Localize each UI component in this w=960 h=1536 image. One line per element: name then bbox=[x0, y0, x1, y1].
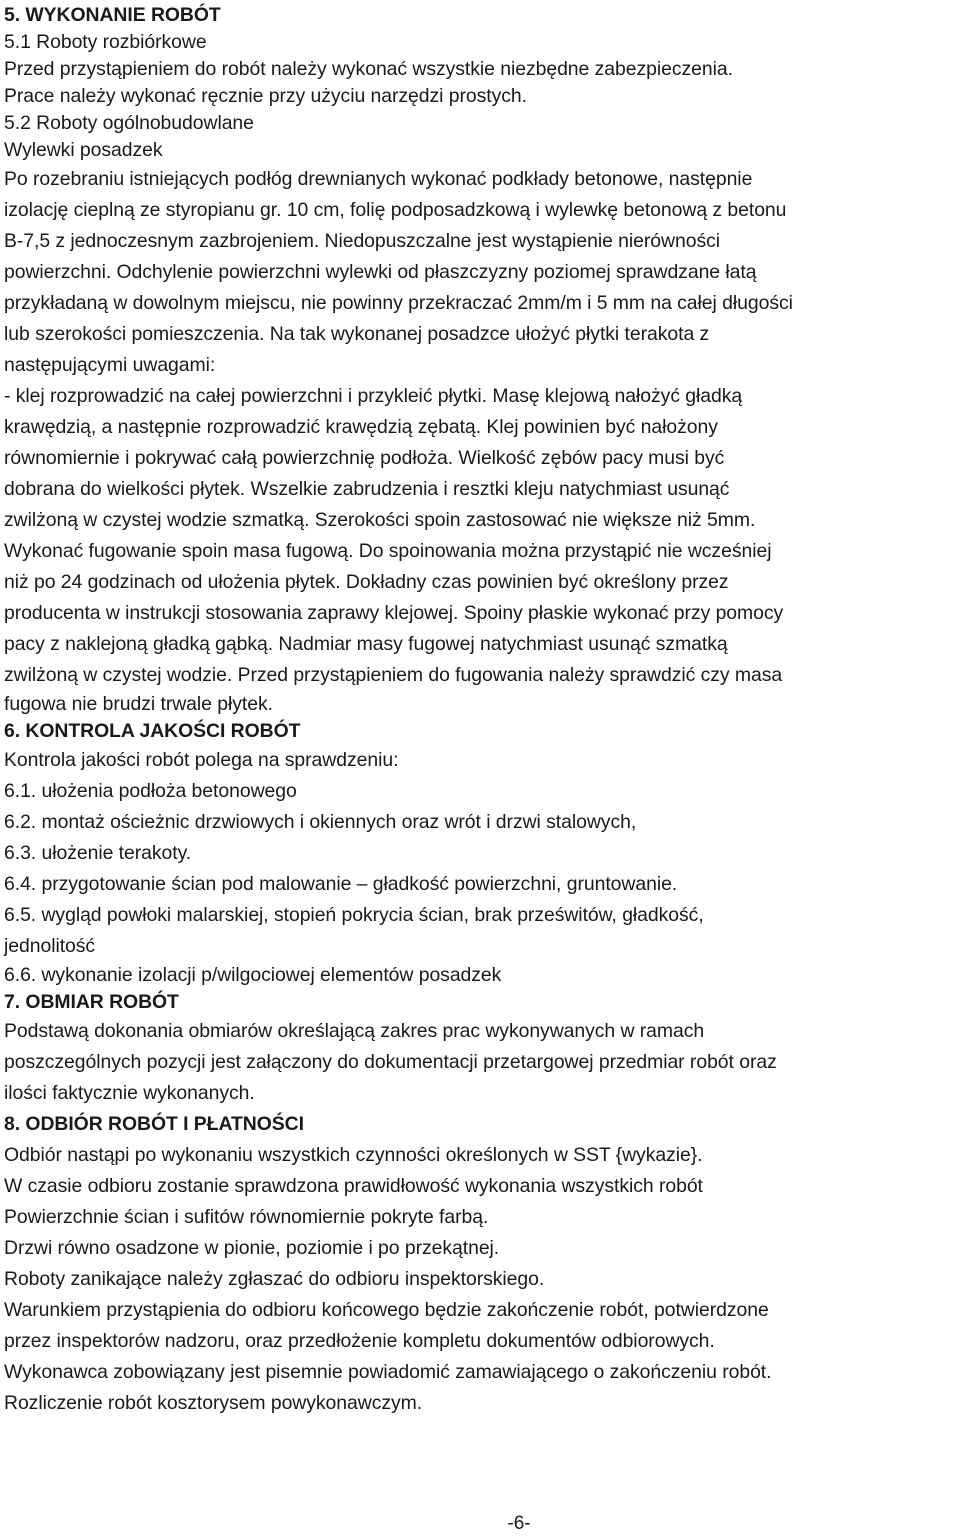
paragraph-heading: Wylewki posadzek bbox=[4, 139, 163, 161]
document-page bbox=[4, 2, 956, 1419]
paragraph-line: Wykonawca zobowiązany jest pisemnie powiadomić zamawiającego o zakończeniu robót. bbox=[4, 1361, 772, 1383]
paragraph-line: Warunkiem przystąpienia do odbioru końcowego będzie zakończenie robót, potwierdzone bbox=[4, 1299, 769, 1321]
paragraph-line: producenta w instrukcji stosowania zaprawy klejowej. Spoiny płaskie wykonać przy pomocy bbox=[4, 602, 784, 624]
paragraph-line: przez inspektorów nadzoru, oraz przedłożenie kompletu dokumentów odbiorowych. bbox=[4, 1330, 715, 1352]
list-item: 6.1. ułożenia podłoża betonowego bbox=[4, 780, 297, 802]
paragraph-line: Prace należy wykonać ręcznie przy użyciu narzędzi prostych. bbox=[4, 85, 527, 107]
section-heading-7: 7. OBMIAR ROBÓT bbox=[4, 991, 179, 1013]
paragraph-line: Kontrola jakości robót polega na sprawdzeniu: bbox=[4, 749, 399, 771]
list-item: 6.4. przygotowanie ścian pod malowanie – gładkość powierzchni, gruntowanie. bbox=[4, 873, 678, 895]
paragraph-line: ilości faktycznie wykonanych. bbox=[4, 1082, 255, 1104]
list-item: 6.3. ułożenie terakoty. bbox=[4, 842, 192, 864]
paragraph-line: niż po 24 godzinach od ułożenia płytek. Dokładny czas powinien być określony przez bbox=[4, 571, 729, 593]
paragraph-line: B-7,5 z jednoczesnym zazbrojeniem. Niedopuszczalne jest wystąpienie nierówności bbox=[4, 230, 721, 252]
paragraph-line: następującymi uwagami: bbox=[4, 354, 216, 376]
subsection-heading-5-2: 5.2 Roboty ogólnobudowlane bbox=[4, 112, 254, 134]
paragraph-line: zwilżoną w czystej wodzie. Przed przystąpieniem do fugowania należy sprawdzić czy masa bbox=[4, 664, 783, 686]
paragraph-line: Roboty zanikające należy zgłaszać do odbioru inspektorskiego. bbox=[4, 1268, 545, 1290]
page-number: -6- bbox=[507, 1513, 531, 1534]
list-item: 6.6. wykonanie izolacji p/wilgociowej elementów posadzek bbox=[4, 964, 502, 986]
section-heading-8: 8. ODBIÓR ROBÓT I PŁATNOŚCI bbox=[4, 1113, 304, 1135]
paragraph-line: zwilżoną w czystej wodzie szmatką. Szerokości spoin zastosować nie większe niż 5mm. bbox=[4, 509, 756, 531]
paragraph-line: krawędzią, a następnie rozprowadzić krawędzią zębatą. Klej powinien być nałożony bbox=[4, 416, 718, 438]
paragraph-line: dobrana do wielkości płytek. Wszelkie zabrudzenia i resztki kleju natychmiast usunąć bbox=[4, 478, 730, 500]
paragraph-line: Odbiór nastąpi po wykonaniu wszystkich czynności określonych w SST {wykazie}. bbox=[4, 1144, 703, 1166]
paragraph-line: poszczególnych pozycji jest załączony do dokumentacji przetargowej przedmiar robót oraz bbox=[4, 1051, 777, 1073]
paragraph-line: Powierzchnie ścian i sufitów równomiernie pokryte farbą. bbox=[4, 1206, 489, 1228]
paragraph-line: Przed przystąpieniem do robót należy wykonać wszystkie niezbędne zabezpieczenia. bbox=[4, 58, 733, 80]
list-item-continuation: jednolitość bbox=[4, 935, 96, 957]
paragraph-line: izolację cieplną ze styropianu gr. 10 cm, folię podposadzkową i wylewkę betonową z betonu bbox=[4, 199, 787, 221]
subsection-heading-5-1: 5.1 Roboty rozbiórkowe bbox=[4, 31, 207, 53]
paragraph-line: Po rozebraniu istniejących podłóg drewnianych wykonać podkłady betonowe, następnie bbox=[4, 168, 753, 190]
list-item: 6.5. wygląd powłoki malarskiej, stopień pokrycia ścian, brak prześwitów, gładkość, bbox=[4, 904, 704, 926]
paragraph-line: W czasie odbioru zostanie sprawdzona prawidłowość wykonania wszystkich robót bbox=[4, 1175, 703, 1197]
paragraph-line: powierzchni. Odchylenie powierzchni wylewki od płaszczyzny poziomej sprawdzane łatą bbox=[4, 261, 757, 283]
paragraph-line: pacy z naklejoną gładką gąbką. Nadmiar masy fugowej natychmiast usunąć szmatką bbox=[4, 633, 728, 655]
paragraph-line: Rozliczenie robót kosztorysem powykonawczym. bbox=[4, 1392, 423, 1414]
section-heading-5: 5. WYKONANIE ROBÓT bbox=[4, 4, 221, 26]
paragraph-line: Drzwi równo osadzone w pionie, poziomie i po przekątnej. bbox=[4, 1237, 500, 1259]
paragraph-line: przykładaną w dowolnym miejscu, nie powinny przekraczać 2mm/m i 5 mm na całej długości bbox=[4, 292, 793, 314]
paragraph-line: lub szerokości pomieszczenia. Na tak wykonanej posadzce ułożyć płytki terakota z bbox=[4, 323, 710, 345]
paragraph-line: Wykonać fugowanie spoin masa fugową. Do spoinowania można przystąpić nie wcześniej bbox=[4, 540, 772, 562]
paragraph-line: - klej rozprowadzić na całej powierzchni i przykleić płytki. Masę klejową nałożyć gładką bbox=[4, 385, 743, 407]
paragraph-line: równomiernie i pokrywać całą powierzchnię podłoża. Wielkość zębów pacy musi być bbox=[4, 447, 725, 469]
paragraph-line: fugowa nie brudzi trwale płytek. bbox=[4, 693, 273, 715]
paragraph-line: Podstawą dokonania obmiarów określającą zakres prac wykonywanych w ramach bbox=[4, 1020, 705, 1042]
section-heading-6: 6. KONTROLA JAKOŚCI ROBÓT bbox=[4, 720, 301, 742]
list-item: 6.2. montaż ościeżnic drzwiowych i okiennych oraz wrót i drzwi stalowych, bbox=[4, 811, 637, 833]
